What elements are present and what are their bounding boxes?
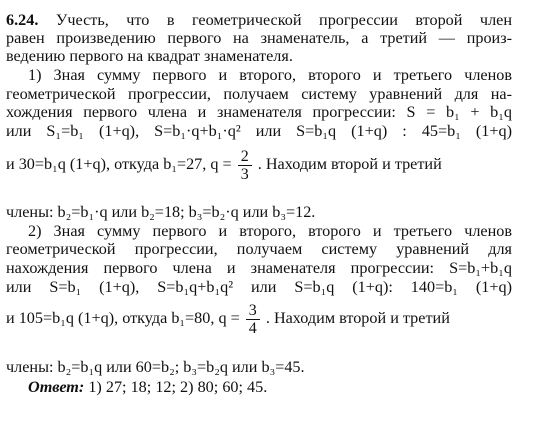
fraction-three-quarters [246,302,260,337]
text-line-8-start: и 30=b₁q (1+q), откуда b₁=27, q = [6,155,232,173]
text-line-5: геометрической прогрессии, получаем систему уравнений для на- [6,85,512,103]
text-line-10: 2) Зная сумму первого и второго, второго и третьего членов [28,222,512,240]
text-line-2: равен произведению первого на знаменатель, а третий — произ- [6,29,512,47]
text-line-15: члены: b₂=b₁q или 60=b₂; b₃=b₂q или b₃=45. [6,358,305,376]
fraction-denominator: 3 [240,165,249,183]
text-line-8 [6,146,512,183]
fraction-numerator: 3 [246,302,260,320]
text-line-13: или S=b₁ (1+q), S=b₁q+b₁q² или S=b₁q (1+q): 140=b₁ (1+q) [6,278,512,296]
text-line-1 [6,11,512,29]
text-line-14-end: . Находим второй и третий [265,309,450,327]
text-line-12: нахождения первого члена и знаменателя прогрессии: S=b₁+b₁q [6,259,512,277]
text-line-11: геометрической прогрессии, получаем систему уравнений для [6,240,512,258]
text-line-14-start: и 105=b₁q (1+q), откуда b₁=80, q = [6,309,240,327]
answer-label: Ответ: [28,378,85,396]
text-line-14 [6,300,512,337]
fraction-numerator: 2 [238,148,252,166]
answer-line [6,378,512,396]
problem-number: 6.24. [6,11,39,29]
text-line-4: 1) Зная сумму первого и второго, второго и третьего членов [28,66,512,84]
answer-text: 1) 27; 18; 12; 2) 80; 60; 45. [84,378,268,396]
fraction-denominator: 4 [248,319,257,337]
text-line-3: ведению первого на квадрат знаменателя. [6,47,293,65]
text-line-6: хождения первого члена и знаменателя прогрессии: S = b₁ + b₁q [6,103,512,121]
text-line-7: или S₁=b₁ (1+q), S=b₁·q+b₁·q² или S=b₁q (1+q) : 45=b₁ (1+q) [6,122,512,140]
text-line-1-content: Учесть, что в геометрической прогрессии второй член [55,11,512,29]
text-line-9: члены: b₂=b₁·q или b₂=18; b₃=b₂·q или b₃=12. [6,203,316,221]
fraction-two-thirds [238,148,252,183]
text-line-8-end: . Находим второй и третий [257,155,442,173]
